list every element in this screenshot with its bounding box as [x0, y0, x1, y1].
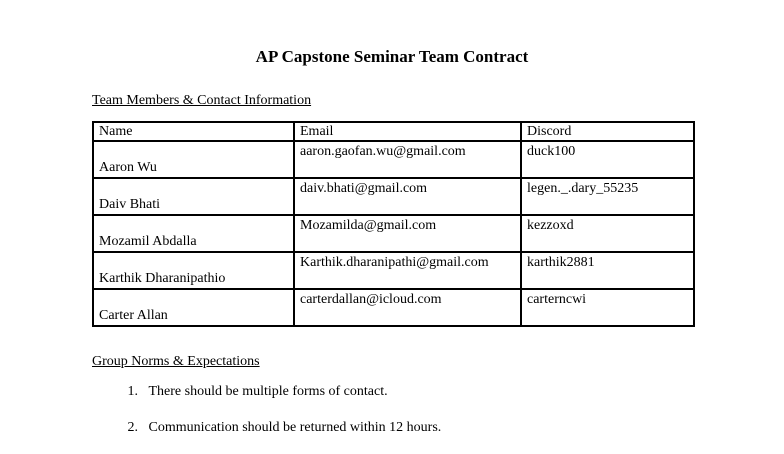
- table-row: [93, 289, 694, 326]
- member-email: Mozamilda@gmail.com: [294, 215, 521, 252]
- list-item-number: 2.: [127, 420, 138, 435]
- team-members-table: [92, 121, 695, 327]
- column-header-name: Name: [93, 122, 294, 141]
- table-row: [93, 252, 694, 289]
- document-title: AP Capstone Seminar Team Contract: [255, 47, 529, 66]
- member-discord: karthik2881: [521, 252, 694, 289]
- list-item-number: 1.: [127, 384, 138, 399]
- member-discord: kezzoxd: [521, 215, 694, 252]
- member-name: Aaron Wu: [93, 141, 294, 178]
- member-email: daiv.bhati@gmail.com: [294, 178, 521, 215]
- table-row: [93, 141, 694, 178]
- list-item-text: There should be multiple forms of contact.: [148, 384, 388, 399]
- member-email: aaron.gaofan.wu@gmail.com: [294, 141, 521, 178]
- member-email: carterdallan@icloud.com: [294, 289, 521, 326]
- member-name: Karthik Dharanipathio: [93, 252, 294, 289]
- norms-section-heading: Group Norms & Expectations: [92, 354, 260, 369]
- table-row: [93, 215, 694, 252]
- member-email: Karthik.dharanipathi@gmail.com: [294, 252, 521, 289]
- table-header-row: [93, 122, 694, 141]
- column-header-discord: Discord: [521, 122, 694, 141]
- member-name: Carter Allan: [93, 289, 294, 326]
- team-section-heading: Team Members & Contact Information: [92, 93, 312, 108]
- member-name: Mozamil Abdalla: [93, 215, 294, 252]
- column-header-email: Email: [294, 122, 521, 141]
- member-discord: duck100: [521, 141, 694, 178]
- member-name: Daiv Bhati: [93, 178, 294, 215]
- member-discord: legen._.dary_55235: [521, 178, 694, 215]
- member-discord: carterncwi: [521, 289, 694, 326]
- list-item: [92, 418, 441, 454]
- norms-list: [92, 382, 441, 454]
- table-row: [93, 178, 694, 215]
- list-item-text: Communication should be returned within 12 hours.: [148, 420, 442, 435]
- list-item: [92, 382, 441, 418]
